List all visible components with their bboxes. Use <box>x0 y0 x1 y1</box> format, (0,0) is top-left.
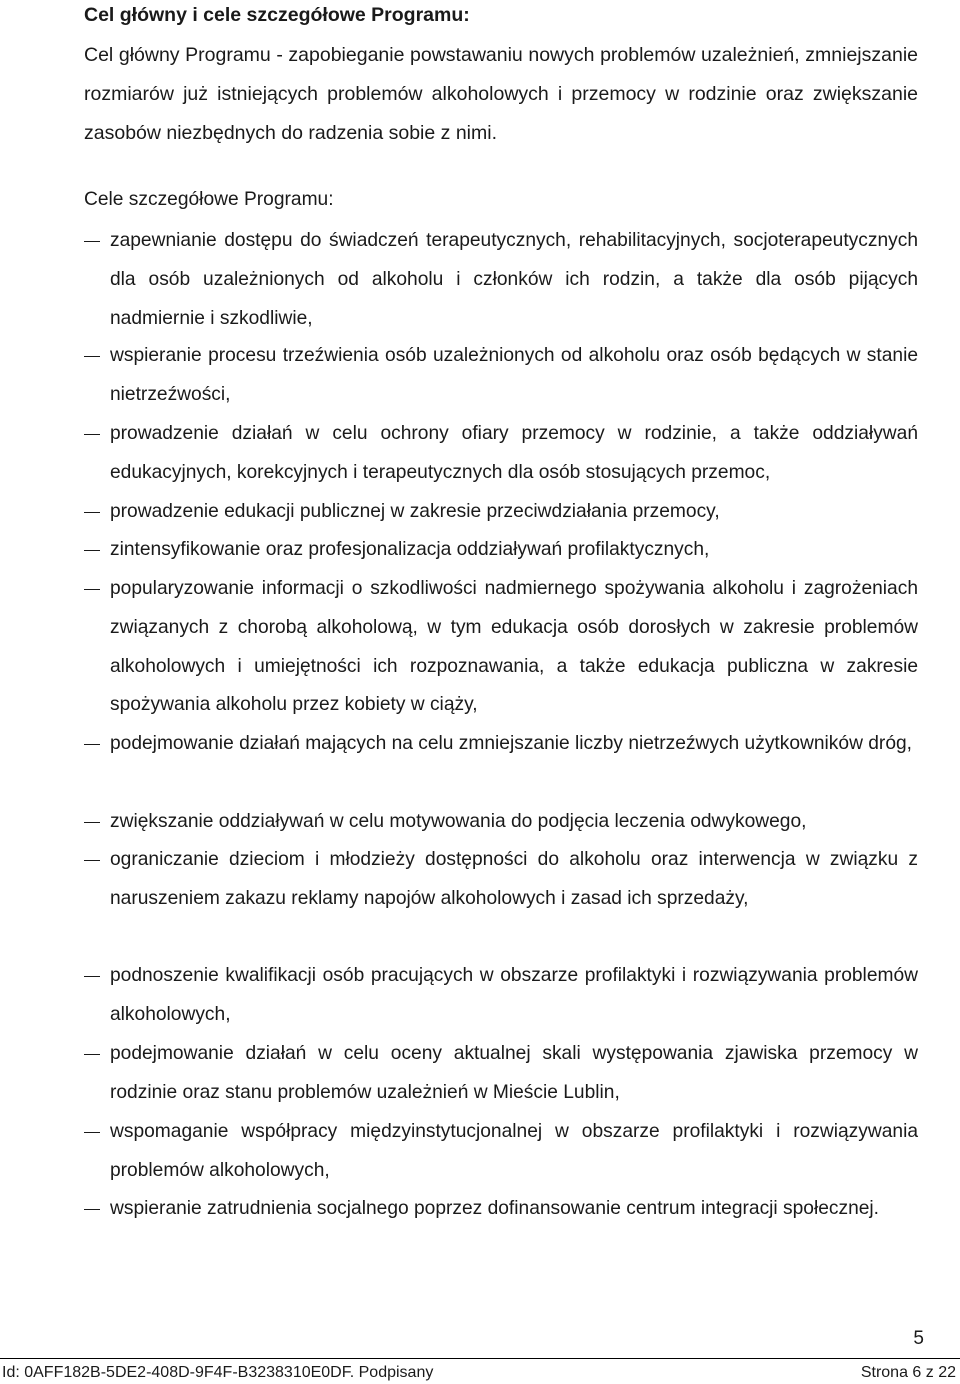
bullet-dash-icon <box>84 976 100 977</box>
list-item: zintensyfikowanie oraz profesjonalizacja oddziaływań profilaktycznych, <box>110 539 710 560</box>
bullet-dash-icon <box>84 550 100 551</box>
bullet-dash-icon <box>84 1054 100 1055</box>
list-item: zapewnianie dostępu do świadczeń terapeutycznych, rehabilitacyjnych, socjoterapeutycznych dla osób uzależnionych od alkoholu i członków ich rodzin, a także dla osób pijących nadmiernie i szkodliwie, <box>110 230 918 329</box>
list-item: wspieranie procesu trzeźwienia osób uzależnionych od alkoholu oraz osób będących w stanie nietrzeźwości, <box>110 345 918 405</box>
list-item: wspieranie zatrudnienia socjalnego poprzez dofinansowanie centrum integracji społecznej. <box>110 1198 880 1219</box>
bullet-dash-icon <box>84 356 100 357</box>
list-item: podejmowanie działań mających na celu zmniejszanie liczby nietrzeźwych użytkowników dróg, <box>110 733 912 754</box>
bullet-dash-icon <box>84 744 100 745</box>
list-item: popularyzowanie informacji o szkodliwości nadmiernego spożywania alkoholu i zagrożeniach związanych z chorobą alkoholową, w tym edukacja osób dorosłych w zakresie problemów alkoholowych i umiejętności ich rozpoznawania, a także edukacja publiczna w zakresie spożywania alkoholu przez kobiety w ciąży, <box>110 578 918 716</box>
footer-divider <box>0 1358 960 1359</box>
subheading: Cele szczegółowe Programu: <box>84 189 334 210</box>
footer-document-id: Id: 0AFF182B-5DE2-408D-9F4F-B3238310E0DF. Podpisany <box>2 1364 434 1381</box>
list-item: zwiększanie oddziaływań w celu motywowania do podjęcia leczenia odwykowego, <box>110 811 807 832</box>
bullet-dash-icon <box>84 1209 100 1210</box>
list-item: ograniczanie dzieciom i młodzieży dostępności do alkoholu oraz interwencja w związku z naruszeniem zakazu reklamy napojów alkoholowych i zasad ich sprzedaży, <box>110 849 918 909</box>
bullet-dash-icon <box>84 860 100 861</box>
list-item: podejmowanie działań w celu oceny aktualnej skali występowania zjawiska przemocy w rodzinie oraz stanu problemów uzależnień w Mieście Lublin, <box>110 1043 918 1103</box>
list-item: wspomaganie współpracy międzyinstytucjonalnej w obszarze profilaktyki i rozwiązywania problemów alkoholowych, <box>110 1121 918 1181</box>
bullet-dash-icon <box>84 434 100 435</box>
bullet-dash-icon <box>84 241 100 242</box>
intro-paragraph: Cel główny Programu - zapobieganie powstawaniu nowych problemów uzależnień, zmniejszanie rozmiarów już istniejących problemów alkoholowych i przemocy w rodzinie oraz zwiększanie zasobów niezbędnych do radzenia sobie z nimi. <box>84 44 918 144</box>
bullet-dash-icon <box>84 822 100 823</box>
page-number: 5 <box>913 1328 924 1349</box>
list-item: prowadzenie działań w celu ochrony ofiary przemocy w rodzinie, a także oddziaływań edukacyjnych, korekcyjnych i terapeutycznych dla osób stosujących przemoc, <box>110 423 918 483</box>
bullet-dash-icon <box>84 512 100 513</box>
list-item: prowadzenie edukacji publicznej w zakresie przeciwdziałania przemocy, <box>110 501 720 522</box>
section-heading: Cel główny i cele szczegółowe Programu: <box>84 4 470 26</box>
bullet-dash-icon <box>84 589 100 590</box>
list-item: podnoszenie kwalifikacji osób pracujących w obszarze profilaktyki i rozwiązywania problemów alkoholowych, <box>110 965 918 1025</box>
bullet-dash-icon <box>84 1132 100 1133</box>
footer-page-counter: Strona 6 z 22 <box>860 1364 956 1381</box>
